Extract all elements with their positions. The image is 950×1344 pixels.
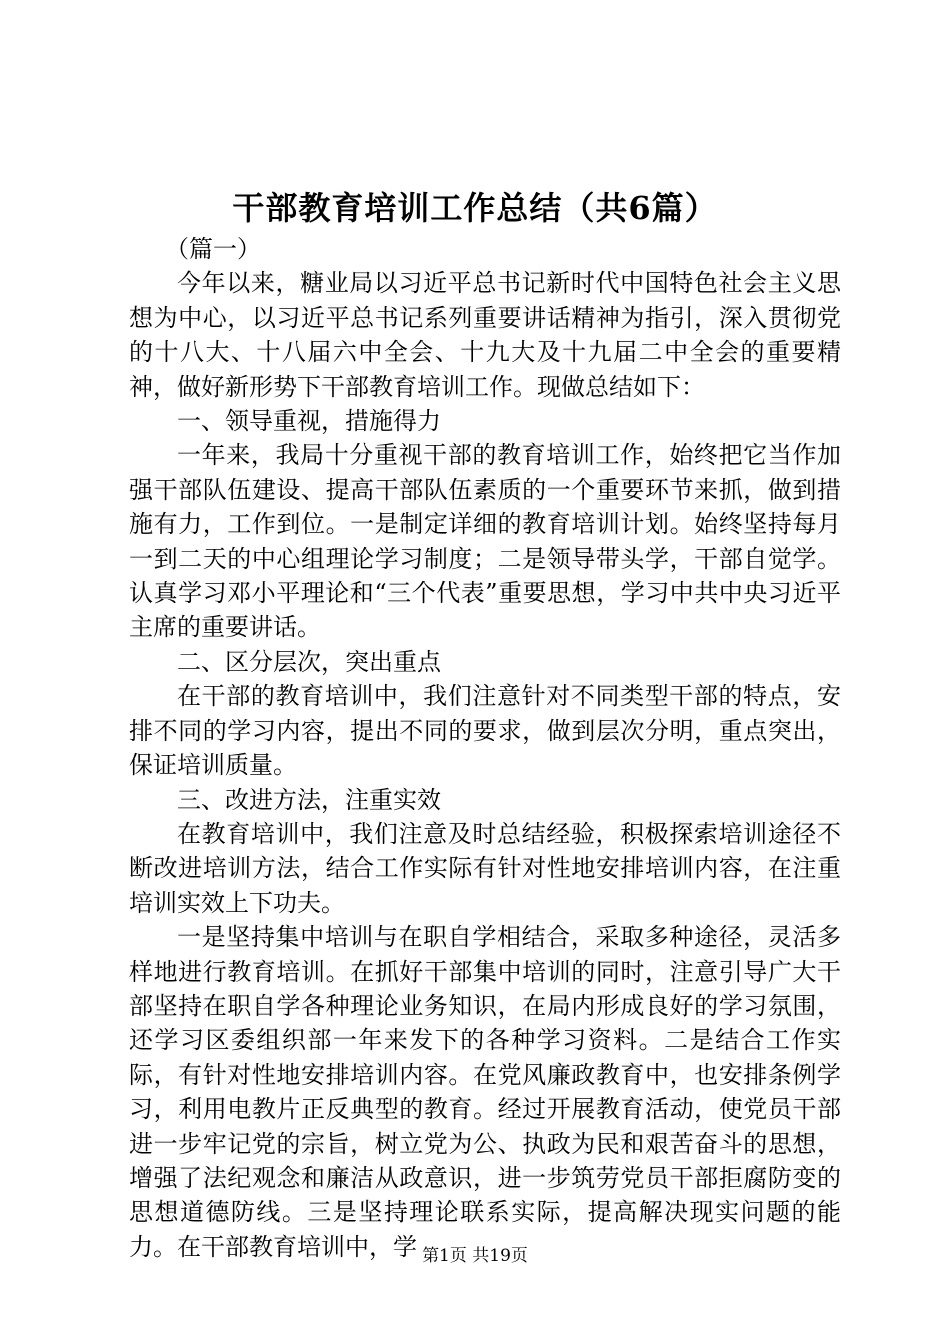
part-label: （篇一） bbox=[165, 235, 261, 263]
paragraph-section-3: 在教育培训中，我们注意及时总结经验，积极探索培训途径不断改进培训方法，结合工作实际有针对性地安排培训内容，在注重培训实效上下功夫。 bbox=[129, 819, 841, 917]
document-body bbox=[129, 232, 841, 1264]
paragraph-section-1: 一年来，我局十分重视干部的教育培训工作，始终把它当作加强干部队伍建设、提高干部队伍素质的一个重要环节来抓，做到措施有力，工作到位。一是制定详细的教育培训计划。始终坚持每月一到二天的中心组理论学习制度；二是领导带头学，干部自觉学。认真学习邓小平理论和“三个代表”重要思想，学习中共中央习近平主席的重要讲话。 bbox=[129, 441, 841, 642]
paragraph-section-3-detail: 一是坚持集中培训与在职自学相结合，采取多种途径，灵活多样地进行教育培训。在抓好干部集中培训的同时，注意引导广大干部坚持在职自学各种理论业务知识，在局内形成良好的学习氛围，还学习区委组织部一年来发下的各种学习资料。二是结合工作实际，有针对性地安排培训内容。在党风廉政教育中，也安排条例学习，利用电教片正反典型的教育。经过开展教育活动，使党员干部进一步牢记党的宗旨，树立党为公、执政为民和艰苦奋斗的思想，增强了法纪观念和廉洁从政意识，进一步筑劳党员干部拒腐防变的思想道德防线。三是坚持理论联系实际，提高解决现实问题的能力。在干部教育培训中，学 bbox=[129, 923, 841, 1261]
section-heading-1: 一、领导重视，措施得力 bbox=[177, 407, 441, 436]
page-number-footer: 第1页 共19页 bbox=[422, 1246, 528, 1266]
section-heading-2: 二、区分层次，突出重点 bbox=[177, 647, 441, 676]
document-title: 干部教育培训工作总结（共6篇） bbox=[232, 189, 718, 227]
section-heading-3: 三、改进方法，注重实效 bbox=[177, 785, 441, 814]
paragraph-intro: 今年以来，糖业局以习近平总书记新时代中国特色社会主义思想为中心，以习近平总书记系列重要讲话精神为指引，深入贯彻党的十八大、十八届六中全会、十九大及十九届二中全会的重要精神，做好新形势下干部教育培训工作。现做总结如下： bbox=[129, 269, 841, 401]
paragraph-section-2: 在干部的教育培训中，我们注意针对不同类型干部的特点，安排不同的学习内容，提出不同的要求，做到层次分明，重点突出，保证培训质量。 bbox=[129, 682, 841, 780]
